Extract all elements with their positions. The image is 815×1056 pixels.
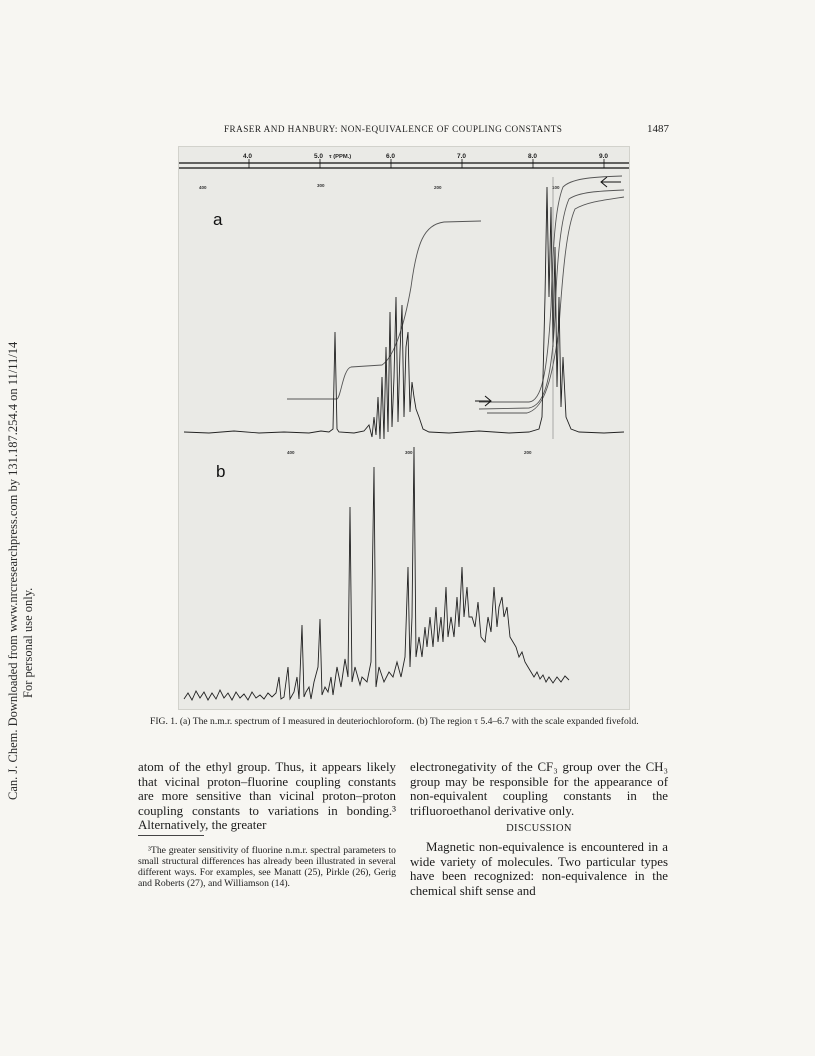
- panel-a-label: a: [213, 210, 223, 229]
- section-heading-discussion: DISCUSSION: [506, 823, 572, 835]
- panel-a-hz-tick: 400: [199, 185, 207, 190]
- tau-scale: [179, 159, 629, 168]
- discussion-paragraph: Magnetic non-equivalence is encountered in a wide variety of molecules. Two particular types have been recognized: non-equivalence in the chemical shift sense and: [410, 839, 668, 898]
- panel-a-spectrum-trace: [184, 187, 624, 439]
- tau-tick-label: 4.0: [243, 153, 253, 160]
- panel-b-label: b: [216, 462, 226, 481]
- panel-b-hz-tick: 300: [405, 450, 413, 455]
- margin-note-line-2: For personal use only.: [21, 587, 35, 698]
- integral-traces: [287, 176, 624, 413]
- running-head: FRASER AND HANBURY: NON-EQUIVALENCE OF COUPLING CONSTANTS: [224, 124, 563, 134]
- tau-unit-label: τ (PPM.): [329, 154, 352, 160]
- footnote: ³The greater sensitivity of fluorine n.m.r. spectral parameters to small structural differences has already been illustrated in several different ways. For examples, see Manatt (25), Pirkle (26), Gerig and Roberts (27), and Williamson (14).: [138, 845, 396, 889]
- left-column-paragraph: atom of the ethyl group. Thus, it appears likely that vicinal proton–fluorine coupling constants are more sensitive than vicinal proton–proton coupling constants to variations in bonding.³ Alternatively, the greater: [138, 760, 396, 833]
- right-column: [410, 760, 668, 898]
- nmr-spectrum-figure: [178, 146, 630, 710]
- arrow-icon: [475, 177, 621, 406]
- tau-tick-label: 6.0: [386, 153, 396, 160]
- page-number: 1487: [647, 123, 669, 135]
- margin-note-line-1: Can. J. Chem. Downloaded from www.nrcresearchpress.com by 131.187.254.4 on 11/11/14: [6, 341, 20, 800]
- panel-a-hz-tick: 100: [552, 185, 560, 190]
- panel-b-hz-tick: 200: [524, 450, 532, 455]
- panel-a-hz-tick: 300: [317, 183, 325, 188]
- panel-b-hz-tick: 400: [287, 450, 295, 455]
- tau-tick-label: 7.0: [457, 153, 467, 160]
- tau-tick-label: 9.0: [599, 153, 609, 160]
- panel-b-spectrum-trace: [184, 447, 569, 700]
- footnote-rule: [138, 835, 204, 836]
- tau-tick-label: 5.0: [314, 153, 324, 160]
- nmr-spectrum-image: [179, 147, 629, 709]
- panel-a-hz-tick: 200: [434, 185, 442, 190]
- figure-caption: FIG. 1. (a) The n.m.r. spectrum of I measured in deuteriochloroform. (b) The region τ 5.4–6.7 with the scale expanded fivefold.: [150, 716, 639, 727]
- download-margin-note: [2, 260, 42, 800]
- right-column-paragraph: electronegativity of the CF₃ group over the CH₃ group may be responsible for the appearance of non-equivalent coupling constants in the trifluoroethanol derivative only.: [410, 760, 668, 818]
- left-column: [138, 760, 396, 833]
- tau-tick-label: 8.0: [528, 153, 538, 160]
